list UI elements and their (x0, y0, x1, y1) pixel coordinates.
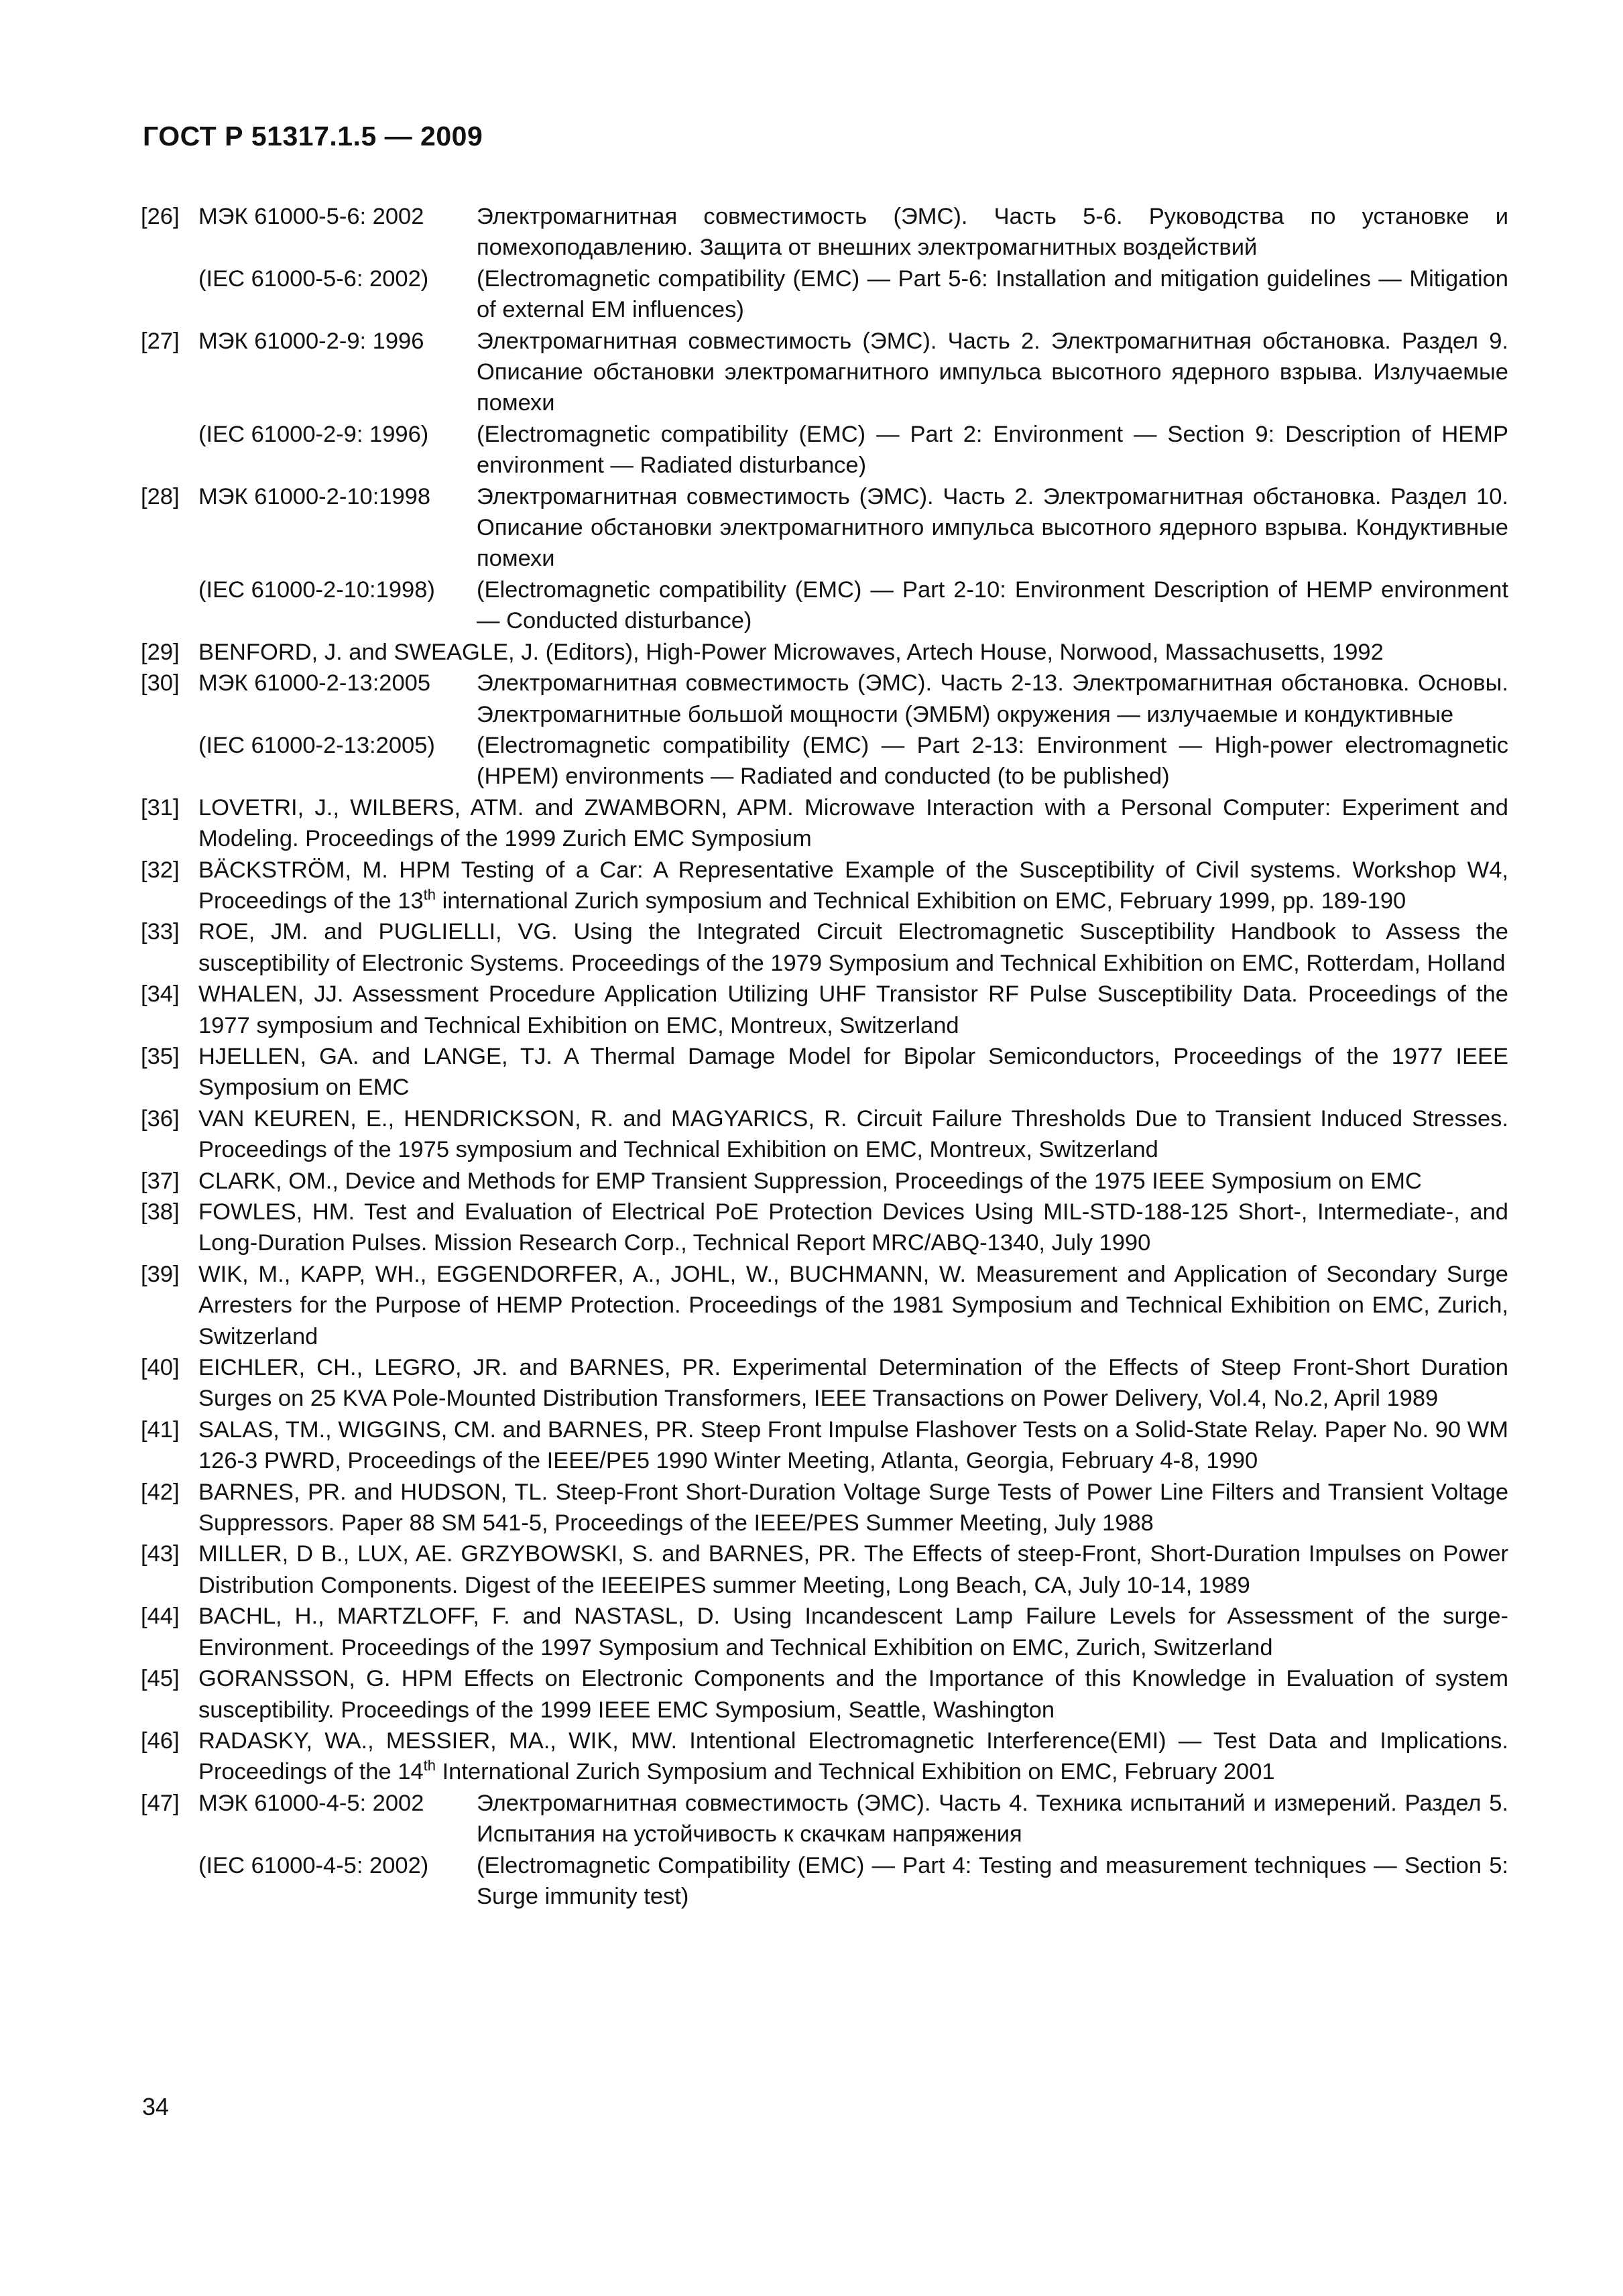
reference-text (198, 792, 1508, 855)
reference-number: [45] (141, 1666, 180, 1692)
reference-text-part: HJELLEN, GA. and LANGE, TJ. A Thermal Damage Model for Bipolar Semiconductors, Proceedings of the 1977 IEEE Symposium on EMC (198, 1043, 1508, 1101)
reference-text (198, 1414, 1508, 1477)
reference-entry (141, 1788, 1508, 1913)
reference-text-part: EICHLER, CH., LEGRO, JR. and BARNES, PR. Experimental Determination of the Effects of Steep Front-Short Duration Surges on 25 KVA Pole-Mounted Distribution Transformers, IEEE Transactions on Power Delivery, Vol.4, No.2, April 1989 (198, 1355, 1508, 1412)
reference-entry (141, 1166, 1508, 1197)
standard-code: (IEC 61000-2-13:2005) (198, 732, 435, 758)
standard-line (198, 1850, 1508, 1913)
reference-number: [31] (141, 794, 180, 821)
reference-number: [47] (141, 1790, 180, 1816)
page-number: 34 (142, 2093, 170, 2120)
standard-title: Электромагнитная совместимость (ЭМС). Часть 2-13. Электромагнитная обстановка. Основы. Электромагнитные большой мощности (ЭМБМ) окружения — излучаемые и кондуктивные (477, 670, 1508, 727)
reference-entry (141, 1197, 1508, 1259)
standard-line (198, 481, 1508, 575)
reference-number: [30] (141, 670, 180, 697)
reference-entry (141, 1414, 1508, 1477)
reference-text-part: BARNES, PR. and HUDSON, TL. Steep-Front Short-Duration Voltage Surge Tests of Power Line Filters and Transient Voltage Suppressors. Paper 88 SM 541-5, Proceedings of the IEEE/PES Summer Meeting, July 1988 (198, 1479, 1508, 1536)
reference-text-part: BÄCKSTRÖM, M. HPM Testing of a Car: A Representative Example of the Susceptibility of Civil systems. Workshop W4, Proceedings of the 13 (198, 857, 1508, 914)
reference-number: [33] (141, 919, 180, 945)
standard-title: (Electromagnetic compatibility (EMC) — Part 2-10: Environment Description of HEMP environment — Conducted disturbance) (477, 577, 1508, 634)
reference-entry (141, 201, 1508, 326)
standard-line (198, 1788, 1508, 1850)
standard-code: (IEC 61000-4-5: 2002) (198, 1852, 429, 1878)
reference-entry (141, 916, 1508, 979)
reference-text (198, 1601, 1508, 1663)
reference-text (198, 1197, 1508, 1259)
reference-text (198, 1166, 1508, 1197)
page-header: ГОСТ Р 51317.1.5 — 2009 (143, 121, 483, 152)
standard-line (198, 326, 1508, 419)
reference-entry (141, 1259, 1508, 1352)
reference-entry (141, 668, 1508, 792)
standard-code: (IEC 61000-2-10:1998) (198, 577, 435, 603)
reference-text (198, 1663, 1508, 1726)
reference-list (141, 201, 1508, 1912)
standard-code: МЭК 61000-4-5: 2002 (198, 1790, 424, 1816)
reference-text (198, 1352, 1508, 1414)
reference-text-part: CLARK, OM., Device and Methods for EMP Transient Suppression, Proceedings of the 1975 IEEE Symposium on EMC (198, 1168, 1422, 1194)
reference-text (198, 979, 1508, 1041)
reference-entry (141, 1103, 1508, 1166)
standard-title: (Electromagnetic compatibility (EMC) — Part 5-6: Installation and mitigation guidelines — Mitigation of external EM influences) (477, 265, 1508, 323)
reference-text-part: RADASKY, WA., MESSIER, MA., WIK, MW. Intentional Electromagnetic Interference(EMI) — Test Data and Implications. Proceedings of the 14 (198, 1728, 1508, 1785)
reference-text (198, 1041, 1508, 1103)
reference-number: [32] (141, 857, 180, 883)
ordinal-superscript: th (423, 1757, 436, 1774)
standard-line (198, 575, 1508, 637)
reference-number: [46] (141, 1728, 180, 1754)
reference-entry (141, 979, 1508, 1041)
reference-number: [42] (141, 1479, 180, 1505)
reference-text (198, 637, 1508, 668)
reference-number: [34] (141, 981, 180, 1008)
standard-line (198, 419, 1508, 481)
reference-entry (141, 792, 1508, 855)
standard-title: Электромагнитная совместимость (ЭМС). Часть 4. Техника испытаний и измерений. Раздел 5. Испытания на устойчивость к скачкам напряжения (477, 1790, 1508, 1848)
reference-entry (141, 1352, 1508, 1414)
reference-number: [36] (141, 1105, 180, 1132)
reference-text-part: MILLER, D B., LUX, AE. GRZYBOWSKI, S. and BARNES, PR. The Effects of steep-Front, Short-Duration Impulses on Power Distribution Components. Digest of the IEEEIPES summer Meeting, Long Beach, CA, July 10-14, 1989 (198, 1541, 1508, 1598)
reference-number: [28] (141, 483, 180, 509)
reference-text-part: international Zurich symposium and Technical Exhibition on EMC, February 1999, pp. 189-190 (436, 888, 1406, 914)
reference-text (198, 1726, 1508, 1788)
standard-code: (IEC 61000-2-9: 1996) (198, 421, 429, 447)
reference-text-part: International Zurich Symposium and Technical Exhibition on EMC, February 2001 (436, 1759, 1275, 1785)
reference-text-part: VAN KEUREN, E., HENDRICKSON, R. and MAGYARICS, R. Circuit Failure Thresholds Due to Transient Induced Stresses. Proceedings of the 1975 symposium and Technical Exhibition on EMC, Montreux, Switzerland (198, 1105, 1508, 1163)
standard-line (198, 201, 1508, 263)
reference-number: [26] (141, 204, 180, 229)
reference-text (198, 855, 1508, 917)
reference-number: [27] (141, 328, 180, 354)
ordinal-superscript: th (423, 886, 436, 903)
reference-text (198, 1259, 1508, 1352)
reference-entry (141, 1538, 1508, 1601)
standard-code: (IEC 61000-5-6: 2002) (198, 265, 429, 292)
reference-number: [39] (141, 1261, 180, 1287)
reference-text-part: SALAS, TM., WIGGINS, CM. and BARNES, PR. Steep Front Impulse Flashover Tests on a Solid-State Relay. Paper No. 90 WM 126-3 PWRD, Proceedings of the IEEE/PE5 1990 Winter Meeting, Atlanta, Georgia, February 4-8, 1990 (198, 1416, 1508, 1474)
reference-text (198, 1103, 1508, 1166)
reference-number: [41] (141, 1416, 180, 1443)
reference-number: [40] (141, 1355, 180, 1381)
reference-number: [37] (141, 1168, 180, 1194)
reference-number: [43] (141, 1541, 180, 1567)
standard-title: (Electromagnetic compatibility (EMC) — Part 2-13: Environment — High-power electromagnetic (HPEM) environments — Radiated and conducted (to be published) (477, 732, 1508, 790)
reference-entry (141, 1726, 1508, 1788)
standard-line (198, 668, 1508, 730)
standard-code: МЭК 61000-2-13:2005 (198, 670, 431, 697)
reference-number: [29] (141, 639, 180, 665)
reference-text (198, 1538, 1508, 1601)
reference-number: [35] (141, 1043, 180, 1069)
reference-text (198, 916, 1508, 979)
reference-number: [44] (141, 1604, 180, 1630)
reference-text-part: BACHL, H., MARTZLOFF, F. and NASTASL, D. Using Incandescent Lamp Failure Levels for Assessment of the surge-Environment. Proceedings of the 1997 Symposium and Technical Exhibition on EMC, Zurich, Switzerland (198, 1604, 1508, 1660)
standard-code: МЭК 61000-5-6: 2002 (198, 204, 424, 229)
standard-title: Электромагнитная совместимость (ЭМС). Часть 2. Электромагнитная обстановка. Раздел 9. Описание обстановки электромагнитного импульса высотного ядерного взрыва. Излучаемые помехи (477, 328, 1508, 416)
reference-number: [38] (141, 1199, 180, 1225)
reference-text-part: BENFORD, J. and SWEAGLE, J. (Editors), High-Power Microwaves, Artech House, Norwood, Massachusetts, 1992 (198, 639, 1384, 665)
reference-entry (141, 481, 1508, 637)
reference-text-part: WIK, M., KAPP, WH., EGGENDORFER, A., JOHL, W., BUCHMANN, W. Measurement and Application of Secondary Surge Arresters for the Purpose of HEMP Protection. Proceedings of the 1981 Symposium and Technical Exhibition on EMC, Zurich, Switzerland (198, 1261, 1508, 1349)
reference-text-part: GORANSSON, G. HPM Effects on Electronic Components and the Importance of this Knowledge in Evaluation of system susceptibility. Proceedings of the 1999 IEEE EMC Symposium, Seattle, Washington (198, 1666, 1508, 1723)
reference-text-part: ROE, JM. and PUGLIELLI, VG. Using the Integrated Circuit Electromagnetic Susceptibility Handbook to Assess the susceptibility of Electronic Systems. Proceedings of the 1979 Symposium and Technical Exhibition on EMC, Rotterdam, Holland (198, 919, 1508, 976)
standard-code: МЭК 61000-2-10:1998 (198, 483, 431, 509)
reference-entry (141, 326, 1508, 481)
reference-text-part: FOWLES, HM. Test and Evaluation of Electrical PoE Protection Devices Using MIL-STD-188-125 Short-, Intermediate-, and Long-Duration Pulses. Mission Research Corp., Technical Report MRC/ABQ-1340, July 1990 (198, 1199, 1508, 1256)
reference-text-part: WHALEN, JJ. Assessment Procedure Application Utilizing UHF Transistor RF Pulse Susceptibility Data. Proceedings of the 1977 symposium and Technical Exhibition on EMC, Montreux, Switzerland (198, 981, 1508, 1038)
standard-title: (Electromagnetic Compatibility (EMC) — Part 4: Testing and measurement techniques — Section 5: Surge immunity test) (477, 1852, 1508, 1909)
reference-entry (141, 855, 1508, 917)
reference-entry (141, 1477, 1508, 1539)
reference-entry (141, 1601, 1508, 1663)
reference-entry (141, 637, 1508, 668)
reference-text-part: LOVETRI, J., WILBERS, ATM. and ZWAMBORN, APM. Microwave Interaction with a Personal Computer: Experiment and Modeling. Proceedings of the 1999 Zurich EMC Symposium (198, 794, 1508, 852)
reference-entry (141, 1663, 1508, 1726)
reference-entry (141, 1041, 1508, 1103)
standard-title: Электромагнитная совместимость (ЭМС). Часть 5-6. Руководства по установке и помехоподавлению. Защита от внешних электромагнитных воздействий (477, 204, 1508, 261)
standard-title: Электромагнитная совместимость (ЭМС). Часть 2. Электромагнитная обстановка. Раздел 10. Описание обстановки электромагнитного импульса высотного ядерного взрыва. Кондуктивные помехи (477, 483, 1508, 572)
standard-title: (Electromagnetic compatibility (EMC) — Part 2: Environment — Section 9: Description of HEMP environment — Radiated disturbance) (477, 421, 1508, 479)
standard-line (198, 263, 1508, 326)
reference-text (198, 1477, 1508, 1539)
standard-line (198, 730, 1508, 792)
standard-code: МЭК 61000-2-9: 1996 (198, 328, 424, 354)
